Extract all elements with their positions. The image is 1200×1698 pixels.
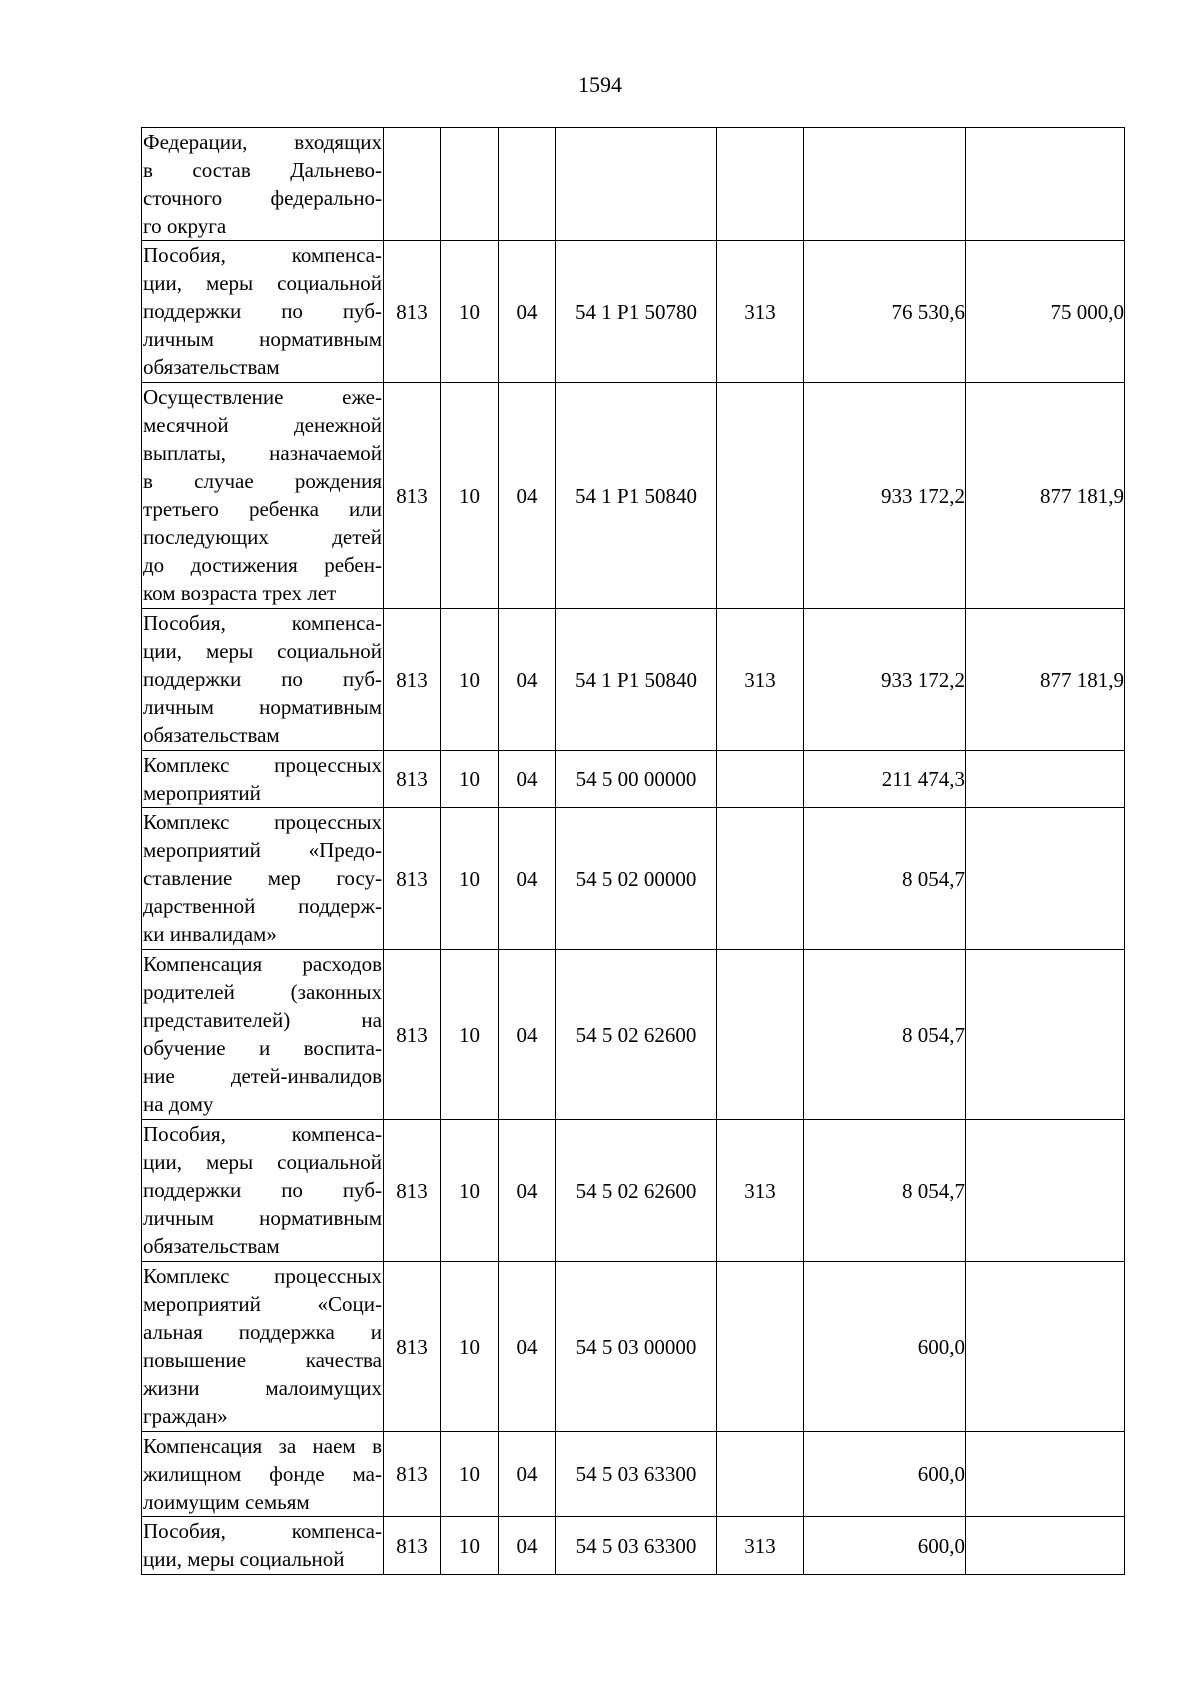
cell-expense-type: 313 <box>717 241 804 383</box>
cell-amount-year1: 600,0 <box>804 1517 966 1575</box>
cell-amount-year1: 8 054,7 <box>804 808 966 950</box>
item-name-line: Осуществление еже- <box>143 385 382 409</box>
item-name-line: ки инвалидам» <box>143 922 277 946</box>
item-name-line: го округа <box>143 214 227 238</box>
cell-expense-type <box>717 1432 804 1517</box>
cell-section-code: 10 <box>441 1517 499 1575</box>
cell-amount-year2: 877 181,9 <box>966 609 1125 751</box>
cell-item-name <box>142 808 384 950</box>
cell-item-name <box>142 1262 384 1432</box>
cell-ministry-code: 813 <box>384 808 441 950</box>
cell-item-name <box>142 383 384 609</box>
cell-target-article: 54 5 02 00000 <box>556 808 717 950</box>
item-name-line: поддержки по пуб- <box>143 667 382 691</box>
cell-amount-year1: 600,0 <box>804 1262 966 1432</box>
cell-amount-year1: 76 530,6 <box>804 241 966 383</box>
cell-section-code: 10 <box>441 1120 499 1262</box>
table-row <box>142 808 1125 950</box>
item-name-line: ции, меры социальной <box>143 271 382 295</box>
item-name-line: повышение качества <box>143 1348 382 1372</box>
cell-subsection-code: 04 <box>499 950 556 1120</box>
cell-amount-year2 <box>966 808 1125 950</box>
cell-subsection-code: 04 <box>499 383 556 609</box>
cell-amount-year1: 933 172,2 <box>804 609 966 751</box>
cell-item-name <box>142 751 384 808</box>
item-name-line: обязательствам <box>143 1234 280 1258</box>
item-name-line: Комплекс процессных <box>143 810 382 834</box>
cell-ministry-code: 813 <box>384 383 441 609</box>
cell-amount-year2 <box>966 1120 1125 1262</box>
item-name-line: обязательствам <box>143 723 280 747</box>
item-name-line: в состав Дальнево- <box>143 158 382 182</box>
cell-item-name <box>142 241 384 383</box>
cell-amount-year2 <box>966 950 1125 1120</box>
cell-section-code: 10 <box>441 609 499 751</box>
cell-target-article: 54 1 P1 50780 <box>556 241 717 383</box>
cell-target-article: 54 5 03 00000 <box>556 1262 717 1432</box>
cell-section-code: 10 <box>441 1432 499 1517</box>
table-row <box>142 1432 1125 1517</box>
item-name-line: лоимущим семьям <box>143 1490 310 1514</box>
cell-item-name <box>142 609 384 751</box>
cell-amount-year2 <box>966 751 1125 808</box>
cell-expense-type: 313 <box>717 609 804 751</box>
cell-subsection-code: 04 <box>499 1517 556 1575</box>
cell-item-name <box>142 128 384 241</box>
cell-subsection-code: 04 <box>499 751 556 808</box>
cell-ministry-code <box>384 128 441 241</box>
item-name-line: обязательствам <box>143 355 280 379</box>
item-name-line: ние детей-инвалидов <box>143 1064 382 1088</box>
cell-ministry-code: 813 <box>384 1120 441 1262</box>
item-name-line: Компенсация расходов <box>143 952 382 976</box>
item-name-line: Пособия, компенса- <box>143 1519 382 1543</box>
item-name-line: личным нормативным <box>143 1206 382 1230</box>
item-name-line: последующих детей <box>143 525 382 549</box>
cell-amount-year2 <box>966 128 1125 241</box>
item-name-line: Комплекс процессных <box>143 753 382 777</box>
cell-expense-type <box>717 1262 804 1432</box>
item-name-line: ком возраста трех лет <box>143 581 337 605</box>
cell-amount-year2 <box>966 1262 1125 1432</box>
cell-expense-type <box>717 950 804 1120</box>
item-name-line: на дому <box>143 1092 214 1116</box>
cell-subsection-code: 04 <box>499 808 556 950</box>
cell-ministry-code: 813 <box>384 751 441 808</box>
cell-target-article: 54 5 03 63300 <box>556 1432 717 1517</box>
item-name-line: дарственной поддерж- <box>143 894 382 918</box>
cell-amount-year1: 8 054,7 <box>804 1120 966 1262</box>
cell-amount-year1: 933 172,2 <box>804 383 966 609</box>
page-number: 1594 <box>578 72 622 97</box>
item-name-line: в случае рождения <box>143 469 382 493</box>
cell-section-code: 10 <box>441 1262 499 1432</box>
cell-subsection-code: 04 <box>499 1262 556 1432</box>
cell-expense-type: 313 <box>717 1120 804 1262</box>
item-name-line: ции, меры социальной <box>143 639 382 663</box>
table-row <box>142 751 1125 808</box>
item-name-line: мероприятий «Предо- <box>143 838 382 862</box>
cell-amount-year1: 211 474,3 <box>804 751 966 808</box>
table-row <box>142 1262 1125 1432</box>
cell-target-article: 54 5 02 62600 <box>556 950 717 1120</box>
item-name-line: Федерации, входящих <box>143 130 382 154</box>
cell-expense-type <box>717 128 804 241</box>
cell-section-code <box>441 128 499 241</box>
table-row <box>142 1120 1125 1262</box>
item-name-line: Комплекс процессных <box>143 1264 382 1288</box>
item-name-line: ставление мер госу- <box>143 866 382 890</box>
item-name-line: выплаты, назначаемой <box>143 441 382 465</box>
cell-amount-year2: 877 181,9 <box>966 383 1125 609</box>
item-name-line: поддержки по пуб- <box>143 1178 382 1202</box>
item-name-line: сточного федерально- <box>143 186 382 210</box>
item-name-line: поддержки по пуб- <box>143 299 382 323</box>
cell-target-article <box>556 128 717 241</box>
cell-subsection-code: 04 <box>499 1432 556 1517</box>
cell-ministry-code: 813 <box>384 1432 441 1517</box>
cell-ministry-code: 813 <box>384 950 441 1120</box>
cell-subsection-code: 04 <box>499 241 556 383</box>
cell-expense-type <box>717 808 804 950</box>
cell-target-article: 54 1 P1 50840 <box>556 383 717 609</box>
cell-subsection-code <box>499 128 556 241</box>
item-name-line: Компенсация за наем в <box>143 1434 382 1458</box>
item-name-line: жилищном фонде ма- <box>143 1462 382 1486</box>
cell-item-name <box>142 950 384 1120</box>
cell-expense-type <box>717 751 804 808</box>
cell-amount-year1 <box>804 128 966 241</box>
cell-amount-year2 <box>966 1432 1125 1517</box>
item-name-line: ции, меры социальной <box>143 1547 345 1571</box>
item-name-line: родителей (законных <box>143 980 382 1004</box>
cell-amount-year1: 8 054,7 <box>804 950 966 1120</box>
item-name-line: обучение и воспита- <box>143 1036 382 1060</box>
item-name-line: до достижения ребен- <box>143 553 382 577</box>
cell-expense-type: 313 <box>717 1517 804 1575</box>
cell-ministry-code: 813 <box>384 609 441 751</box>
table-row <box>142 950 1125 1120</box>
item-name-line: месячной денежной <box>143 413 382 437</box>
cell-subsection-code: 04 <box>499 609 556 751</box>
cell-section-code: 10 <box>441 241 499 383</box>
table-row <box>142 241 1125 383</box>
table-row <box>142 128 1125 241</box>
item-name-line: Пособия, компенса- <box>143 1122 382 1146</box>
item-name-line: личным нормативным <box>143 695 382 719</box>
item-name-line: Пособия, компенса- <box>143 611 382 635</box>
item-name-line: граждан» <box>143 1404 228 1428</box>
table-row <box>142 1517 1125 1575</box>
item-name-line: ции, меры социальной <box>143 1150 382 1174</box>
cell-target-article: 54 1 P1 50840 <box>556 609 717 751</box>
item-name-line: представителей) на <box>143 1008 382 1032</box>
cell-item-name <box>142 1432 384 1517</box>
table-row <box>142 383 1125 609</box>
item-name-line: личным нормативным <box>143 327 382 351</box>
cell-subsection-code: 04 <box>499 1120 556 1262</box>
item-name-line: мероприятий <box>143 781 261 805</box>
cell-target-article: 54 5 00 00000 <box>556 751 717 808</box>
cell-target-article: 54 5 02 62600 <box>556 1120 717 1262</box>
table-row <box>142 609 1125 751</box>
item-name-line: мероприятий «Соци- <box>143 1292 382 1316</box>
cell-section-code: 10 <box>441 751 499 808</box>
budget-table <box>141 127 1125 1575</box>
item-name-line: третьего ребенка или <box>143 497 382 521</box>
cell-amount-year2: 75 000,0 <box>966 241 1125 383</box>
cell-amount-year2 <box>966 1517 1125 1575</box>
cell-expense-type <box>717 383 804 609</box>
cell-ministry-code: 813 <box>384 1517 441 1575</box>
cell-ministry-code: 813 <box>384 241 441 383</box>
cell-section-code: 10 <box>441 950 499 1120</box>
item-name-line: альная поддержка и <box>143 1320 382 1344</box>
cell-item-name <box>142 1517 384 1575</box>
item-name-line: жизни малоимущих <box>143 1376 382 1400</box>
cell-section-code: 10 <box>441 808 499 950</box>
cell-item-name <box>142 1120 384 1262</box>
cell-ministry-code: 813 <box>384 1262 441 1432</box>
cell-target-article: 54 5 03 63300 <box>556 1517 717 1575</box>
item-name-line: Пособия, компенса- <box>143 243 382 267</box>
cell-amount-year1: 600,0 <box>804 1432 966 1517</box>
cell-section-code: 10 <box>441 383 499 609</box>
